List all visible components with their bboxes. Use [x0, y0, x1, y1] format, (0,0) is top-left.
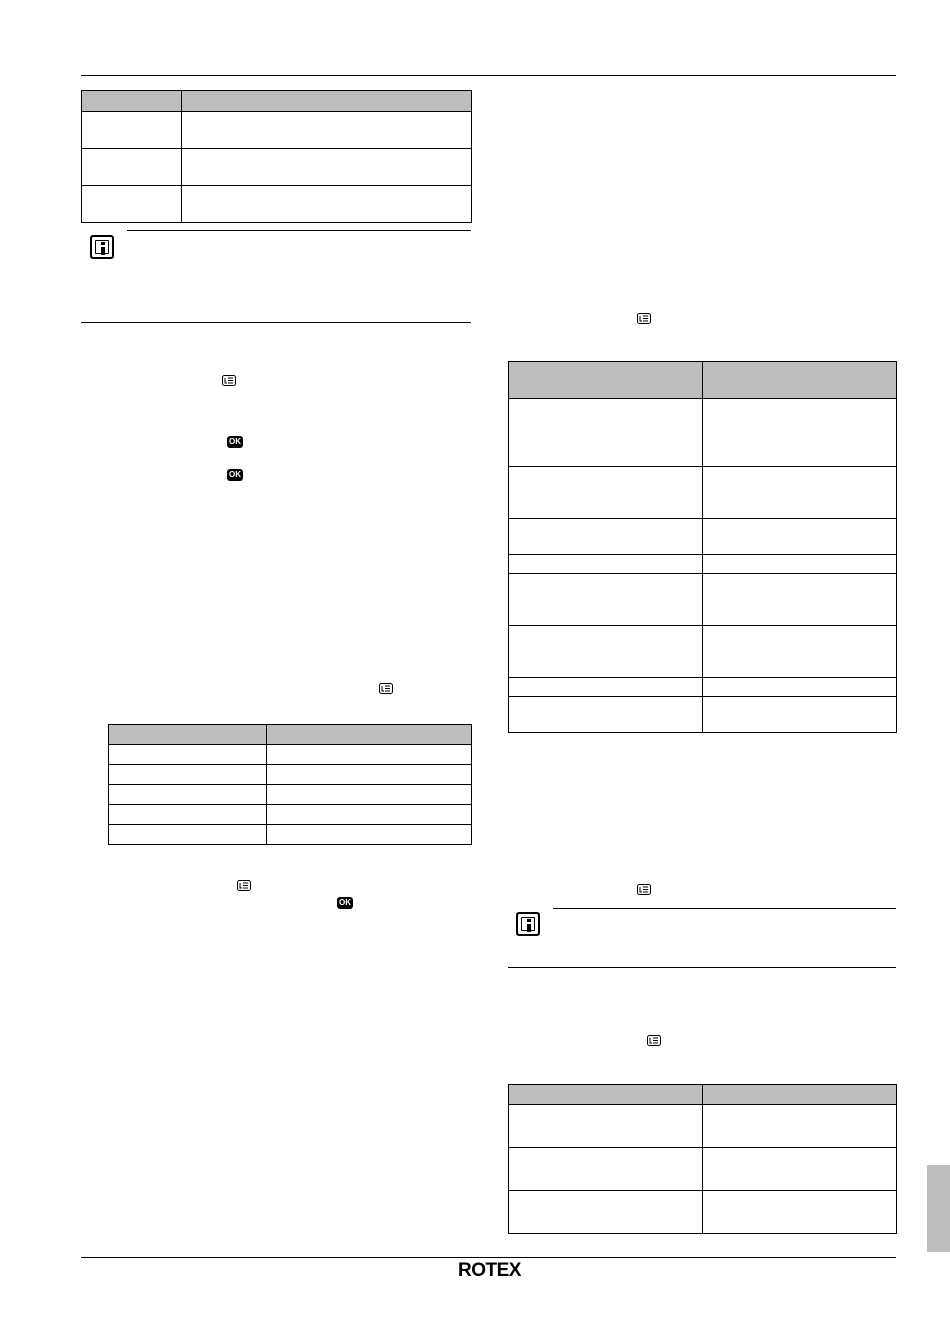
- ok-button-icon: OK: [229, 437, 241, 446]
- menu-button-icon: [647, 1035, 661, 1046]
- table-bottom-right: [508, 1084, 897, 1234]
- table-row: [509, 1148, 897, 1191]
- info-note-top-rule: [127, 230, 471, 231]
- menu-button-icon: [222, 375, 236, 386]
- menu-button-icon: [237, 880, 251, 891]
- table-header-row: [509, 1085, 897, 1105]
- table-row: [109, 805, 472, 825]
- table-row: [509, 574, 897, 626]
- table-row: [109, 745, 472, 765]
- menu-button-icon: [637, 313, 651, 324]
- menu-button-icon: [379, 683, 393, 694]
- table-header-row: [509, 362, 897, 399]
- table-row: [509, 697, 897, 733]
- table-row: [82, 186, 472, 223]
- menu-button-icon: [637, 884, 651, 895]
- info-icon: [516, 912, 540, 936]
- table-row: [509, 1105, 897, 1148]
- table-row: [509, 467, 897, 519]
- info-icon: [90, 235, 114, 259]
- header-rule: [81, 75, 896, 76]
- table-row: [509, 519, 897, 555]
- info-note-top-rule: [553, 908, 896, 909]
- table-row: [509, 678, 897, 697]
- table-row: [509, 399, 897, 467]
- table-row: [509, 626, 897, 678]
- table-row: [82, 112, 472, 149]
- table-row: [109, 765, 472, 785]
- table-top-left: [81, 90, 472, 223]
- table-row: [509, 555, 897, 574]
- table-row: [109, 825, 472, 845]
- info-note-bottom-rule: [81, 322, 471, 323]
- table-row: [82, 149, 472, 186]
- ok-button-icon: OK: [229, 470, 241, 479]
- table-middle-left: [108, 724, 472, 845]
- chapter-side-tab: [927, 1165, 950, 1252]
- table-header-row: [109, 725, 472, 745]
- footer-rule: [81, 1257, 896, 1258]
- table-right-large: [508, 361, 897, 733]
- rotex-logo: ROTEX: [458, 1260, 521, 1281]
- info-note-bottom-rule: [508, 967, 896, 968]
- table-row: [509, 1191, 897, 1234]
- table-row: [109, 785, 472, 805]
- ok-button-icon: OK: [339, 898, 351, 907]
- table-header-row: [82, 91, 472, 112]
